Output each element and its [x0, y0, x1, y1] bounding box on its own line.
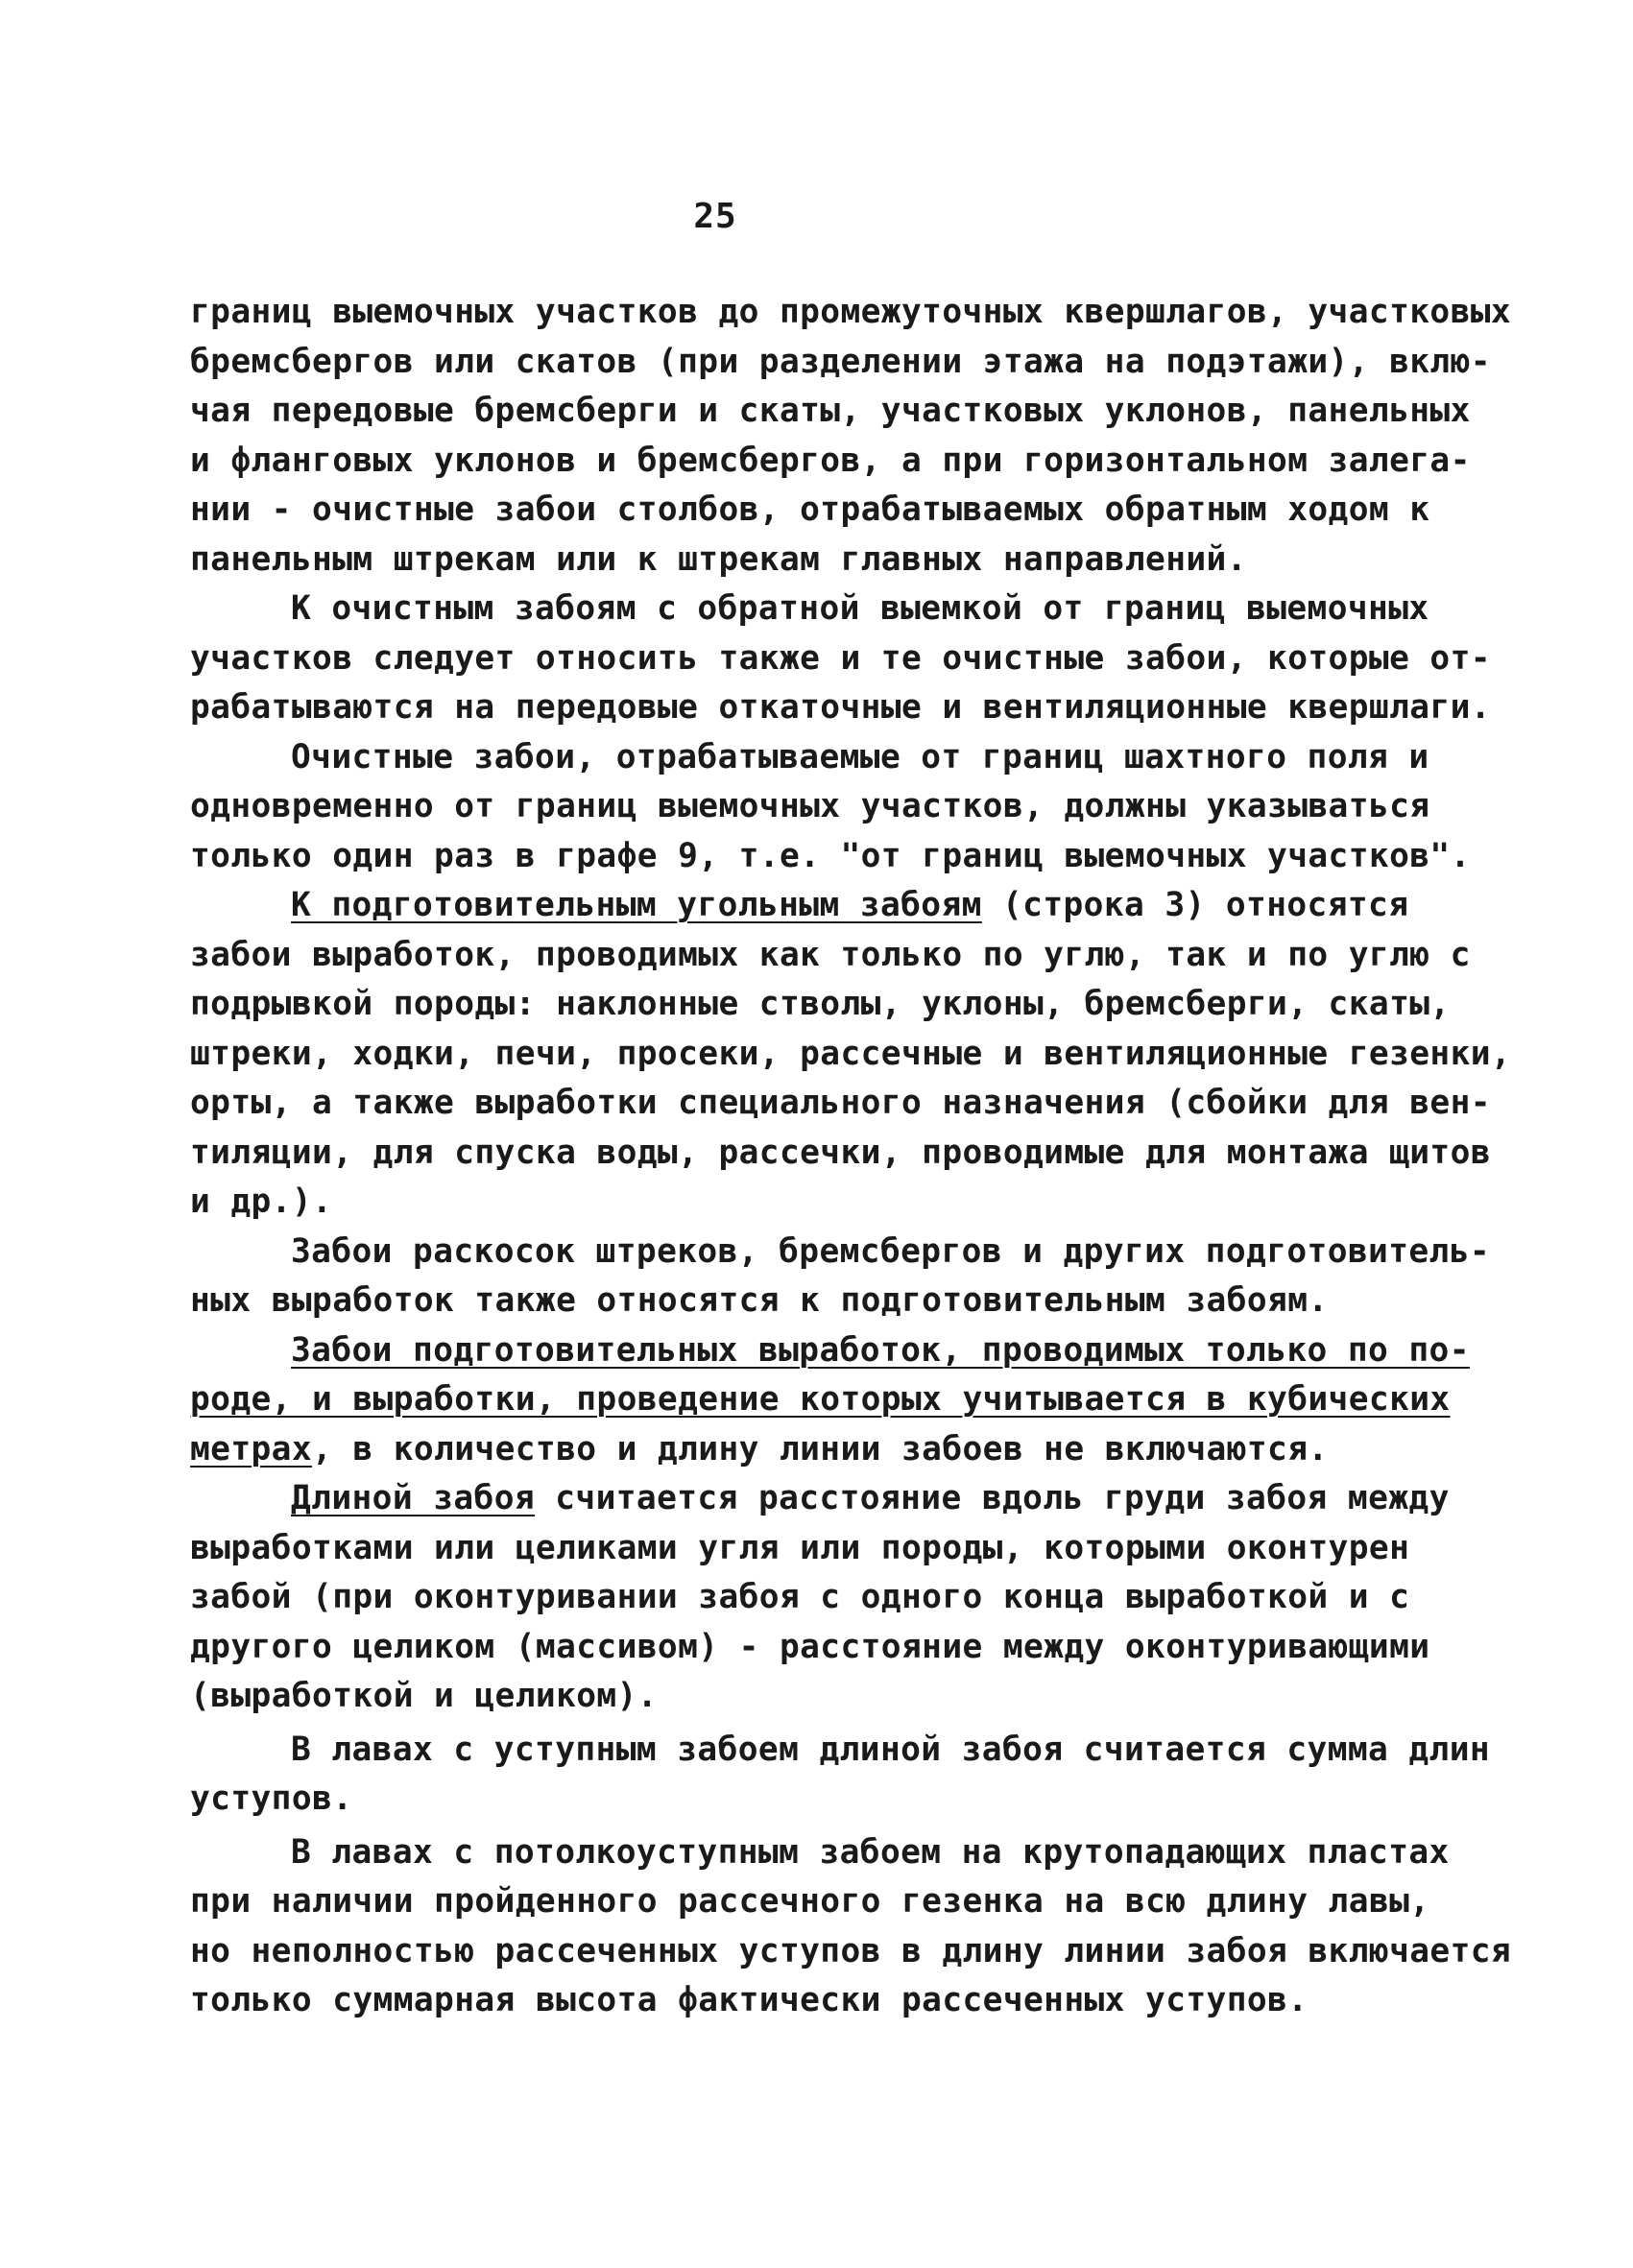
text-line: бремсбергов или скатов (при разделении этажа на подэтажи), вклю-: [190, 342, 1491, 381]
text-line: чая передовые бремсберги и скаты, участковых уклонов, панельных: [190, 392, 1471, 430]
text-line: границ выемочных участков до промежуточных квершлагов, участковых: [190, 293, 1512, 331]
text-line: [190, 1474, 1515, 1524]
text-line: при наличии пройденного рассечного гезенка на всю длину лавы,: [190, 1882, 1430, 1921]
text-line: одновременно от границ выемочных участков, должны указываться: [190, 787, 1430, 825]
paragraph-5: [190, 1228, 1515, 1326]
paragraph-6: [190, 1326, 1515, 1475]
text-line: [190, 1425, 1515, 1475]
paragraph-3: [190, 733, 1515, 882]
text-line: Забои раскосок штреков, бремсбергов и других подготовитель-: [291, 1231, 1491, 1271]
paragraph-9: [190, 1828, 1515, 2026]
text-line: забой (при оконтуривании забоя с одного конца выработкой и с: [190, 1578, 1410, 1616]
text-line: Очистные забои, отрабатываемые от границ шахтного поля и: [291, 737, 1429, 776]
underlined-text: метрах: [190, 1429, 313, 1468]
text-line: штреки, ходки, печи, просеки, рассечные и вентиляционные гезенки,: [190, 1034, 1512, 1073]
document-body: [190, 288, 1515, 2026]
text-line: и фланговых уклонов и бремсбергов, а при горизонтальном залега-: [190, 441, 1471, 480]
text-line: [190, 1326, 1515, 1376]
underlined-term: Длиной забоя: [291, 1479, 536, 1517]
underlined-text: Забои подготовительных выработок, проводимых только по по-: [291, 1330, 1470, 1370]
text-line: и др.).: [190, 1182, 333, 1221]
text-fragment: , в количество и длину линии забоев не включаются.: [312, 1429, 1329, 1468]
paragraph-2: [190, 585, 1515, 733]
text-line: тиляции, для спуска воды, рассечки, проводимые для монтажа щитов: [190, 1133, 1491, 1172]
text-line: В лавах с потолкоуступным забоем на крутопадающих пластах: [291, 1832, 1450, 1872]
text-line: рабатываются на передовые откаточные и вентиляционные квершлаги.: [190, 688, 1491, 727]
text-line: К очистным забоям с обратной выемкой от границ выемочных: [291, 589, 1429, 628]
paragraph-7: [190, 1474, 1515, 1722]
text-line: только суммарная высота фактически рассеченных уступов.: [190, 1981, 1309, 2019]
text-line: ных выработок также относятся к подготовительным забоям.: [190, 1281, 1329, 1320]
text-line: только один раз в графе 9, т.е. "от границ выемочных участков".: [190, 836, 1471, 875]
paragraph-4: [190, 881, 1515, 1228]
text-line: В лавах с уступным забоем длиной забоя считается сумма длин: [291, 1730, 1491, 1769]
text-line: орты, а также выработки специального назначения (сбойки для вен-: [190, 1084, 1491, 1122]
page-number: 25: [693, 197, 737, 236]
text-line: забои выработок, проводимых как только по углю, так и по углю с: [190, 935, 1471, 974]
text-line: выработками или целиками угля или породы, которыми оконтурен: [190, 1528, 1410, 1567]
underlined-text: роде, и выработки, проведение которых учитывается в кубических: [190, 1380, 1451, 1419]
text-line: [190, 881, 1515, 931]
text-line: (выработкой и целиком).: [190, 1677, 658, 1715]
text-fragment: (строка 3) относятся: [981, 886, 1409, 924]
paragraph-8: [190, 1726, 1515, 1825]
text-fragment: считается расстояние вдоль груди забоя между: [535, 1479, 1450, 1517]
text-line: панельным штрекам или к штрекам главных направлений.: [190, 539, 1247, 579]
underlined-term: К подготовительным угольным забоям: [291, 886, 982, 924]
text-line: другого целиком (массивом) - расстояние между оконтуривающими: [190, 1627, 1430, 1666]
paragraph-1: [190, 288, 1515, 585]
text-line: уступов.: [190, 1779, 353, 1818]
text-line: [190, 1375, 1515, 1425]
text-line: нии - очистные забои столбов, отрабатываемых обратным ходом к: [190, 490, 1430, 529]
text-line: но неполностью рассеченных уступов в длину линии забоя включается: [190, 1931, 1512, 1970]
text-line: подрывкой породы: наклонные стволы, уклоны, бремсберги, скаты,: [190, 985, 1451, 1023]
text-line: участков следует относить также и те очистные забои, которые от-: [190, 638, 1491, 678]
